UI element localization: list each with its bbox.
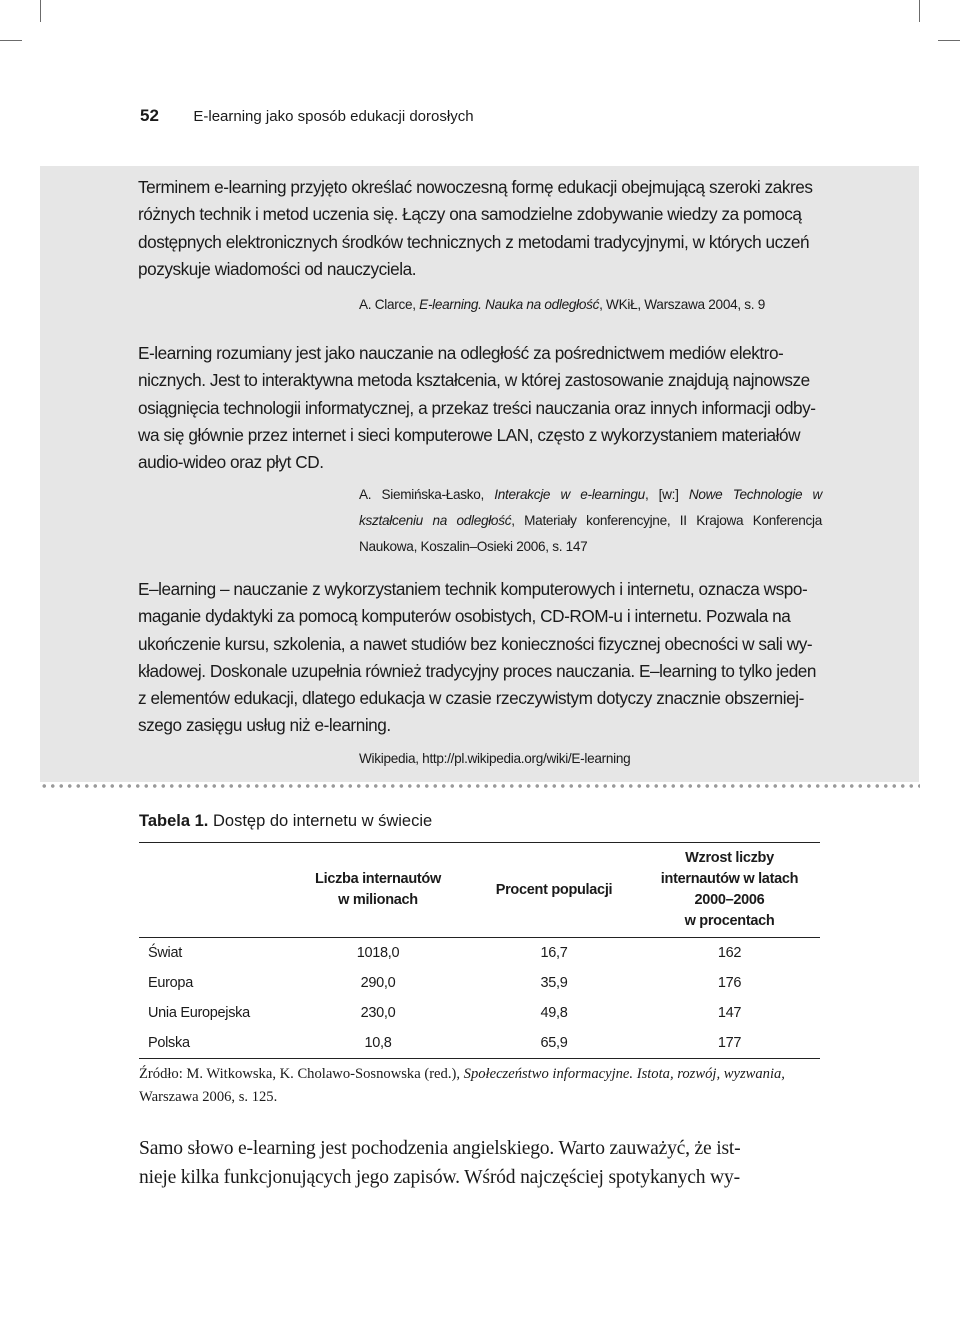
table-cell: Świat xyxy=(148,945,182,961)
definition-1 xyxy=(138,174,821,283)
definition-3-source: Wikipedia, http://pl.wikipedia.org/wiki/E-learning xyxy=(359,751,631,766)
crop-mark xyxy=(0,40,22,41)
text-line: różnych technik i metod uczenia się. Łączy ona samodzielne zdobywanie wiedzy za pomocą xyxy=(138,204,802,225)
text-line: kładowej. Doskonale uzupełnia również tradycyjny proces nauczania. E–learning to tylko jeden xyxy=(138,660,817,681)
column-header xyxy=(139,843,287,938)
dotted-separator xyxy=(40,783,920,789)
table-cell: 1018,0 xyxy=(356,945,400,961)
internet-access-table xyxy=(139,842,820,1059)
running-title: E-learning jako sposób edukacji dorosłych xyxy=(193,108,474,125)
definition-3 xyxy=(138,576,821,740)
table-cell: 65,9 xyxy=(469,1028,639,1059)
definition-1-source: A. Clarce, E-learning. Nauka na odległość, WKiŁ, Warszawa 2004, s. 9 xyxy=(359,297,766,312)
text-line: dostępnych elektronicznych środków technicznych z metodami tradycyjnymi, w których uczeń xyxy=(138,231,810,252)
text-line: z elementów edukacji, dlatego edukacja w czasie rzeczywistym dotyczy znacznie obszerniej- xyxy=(138,688,804,709)
table-cell: 16,7 xyxy=(540,945,568,961)
table-cell: 49,8 xyxy=(540,1005,568,1021)
table-cell: Europa xyxy=(148,975,193,991)
table-cell: Polska xyxy=(139,1028,287,1059)
text-line: osiągnięcia technologii informatycznej, a przekaz treści nauczania oraz innych informacji odby- xyxy=(138,397,816,418)
table-cell: 162 xyxy=(717,945,742,961)
page-number: 52 xyxy=(140,106,159,125)
text-line: nicznych. Jest to interaktywna metoda kształcenia, w której zastosowanie znajdują najnowsze xyxy=(138,370,810,391)
table-cell: 35,9 xyxy=(540,975,568,991)
text-line: Samo słowo e-learning jest pochodzenia angielskiego. Warto zauważyć, że ist- xyxy=(139,1138,741,1159)
table-cell: 176 xyxy=(717,975,742,991)
table-source: Źródło: M. Witkowska, K. Cholawo-Sosnowska (red.), Społeczeństwo informacyjne. Istota, rozwój, wyzwania, Warszawa 2006, s. 125. xyxy=(139,1066,785,1105)
text-line: audio-wideo oraz płyt CD. xyxy=(138,452,324,473)
text-line: Terminem e-learning przyjęto określać nowoczesną formę edukacji obejmującą szeroki zakres xyxy=(138,177,813,197)
definition-2 xyxy=(138,340,821,476)
column-header: Liczba internautów w milionach xyxy=(287,843,469,938)
body-paragraph xyxy=(139,1134,821,1192)
table-row xyxy=(139,998,820,1028)
column-header: Procent populacji xyxy=(469,843,639,938)
definition-2-source: A. Siemińska-Łasko, Interakcje w e-learningu, [w:] Nowe Technologie w kształceniu na odległość, Materiały konferencyjne, II Krajowa Konferencja Naukowa, Koszalin–Osieki 2006, s. 147 xyxy=(359,487,822,554)
text-line: wa się głównie przez internet i sieci komputerowe LAN, często z wykorzystaniem materiałów xyxy=(138,424,801,445)
table-row xyxy=(139,968,820,998)
text-line: nieje kilka funkcjonujących jego zapisów. Wśród najczęściej spotykanych wy- xyxy=(139,1167,740,1188)
table-cell: 230,0 xyxy=(360,1005,396,1021)
column-header: Wzrost liczby internautów w latach 2000–2006 w procentach xyxy=(639,843,820,938)
text-line: E–learning – nauczanie z wykorzystaniem technik komputerowych i internetu, oznacza wspo- xyxy=(138,579,808,599)
table-caption xyxy=(139,812,432,831)
table-cell: 177 xyxy=(639,1028,820,1059)
table-label: Tabela 1. xyxy=(139,812,209,830)
table-cell: Unia Europejska xyxy=(148,1005,250,1021)
running-header xyxy=(140,106,474,126)
table-row xyxy=(139,938,820,969)
crop-mark xyxy=(938,40,960,41)
crop-mark xyxy=(919,0,920,22)
text-line: ukończenie kursu, szkolenia, a nawet studiów bez konieczności fizycznej obecności w sali wy- xyxy=(138,633,813,654)
table-row xyxy=(139,1028,820,1059)
text-line: szego zasięgu usług niż e-learning. xyxy=(138,715,391,736)
text-line: maganie dydaktyki za pomocą komputerów osobistych, CD-ROM-u i internetu. Pozwala na xyxy=(138,606,791,627)
table-cell: 10,8 xyxy=(287,1028,469,1059)
table-cell: 147 xyxy=(717,1005,742,1021)
table-header-row xyxy=(139,843,820,938)
table-title: Dostęp do internetu w świecie xyxy=(213,812,433,830)
crop-mark xyxy=(40,0,41,22)
text-line: E-learning rozumiany jest jako nauczanie na odległość za pośrednictwem mediów elektro- xyxy=(138,343,784,363)
table-cell: 290,0 xyxy=(360,975,396,991)
text-line: pozyskuje wiadomości od nauczyciela. xyxy=(138,258,417,279)
